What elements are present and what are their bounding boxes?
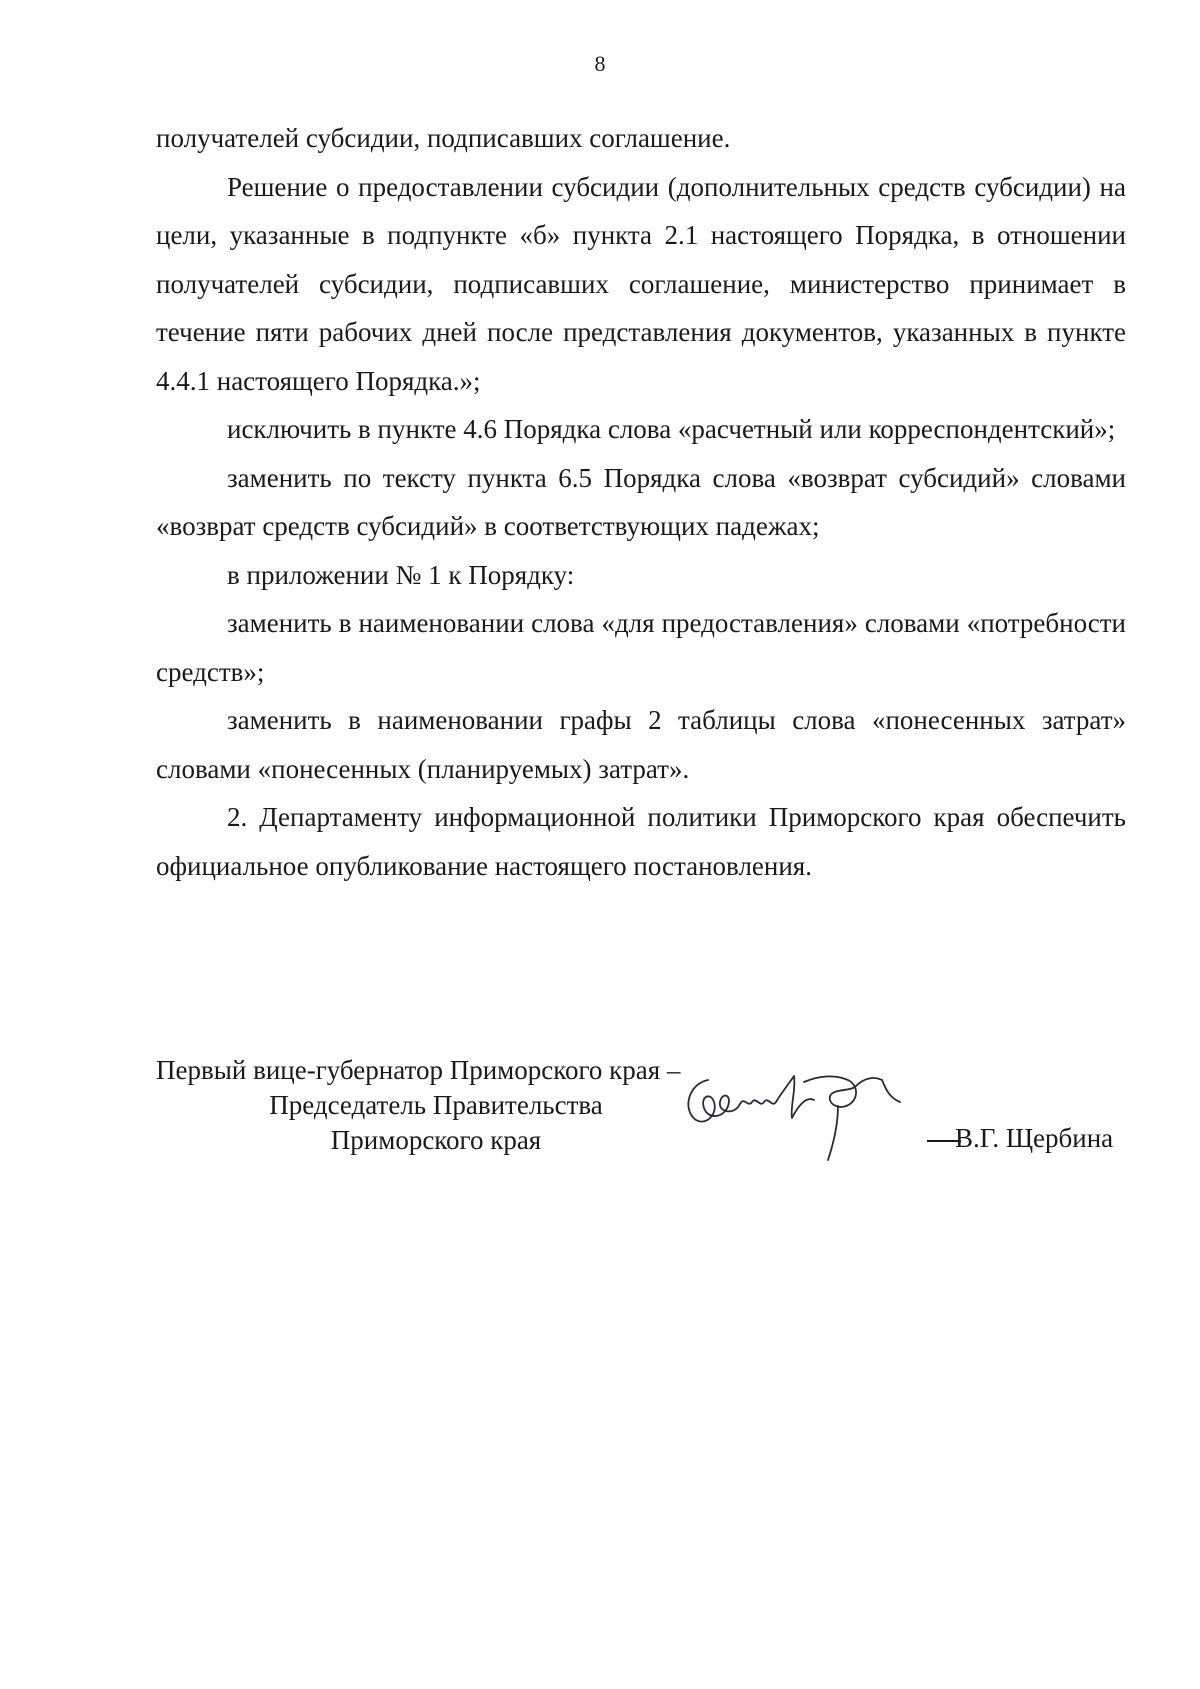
signatory-position-line-1: Первый вице-губернатор Приморского края – bbox=[156, 1055, 681, 1085]
paragraph-appendix-intro: в приложении № 1 к Порядку: bbox=[227, 559, 575, 590]
paragraph-publication: 2. Департаменту информационной политики Приморского края обеспечить официальное опубликование настоящего постановления. bbox=[156, 802, 1126, 881]
paragraph-replace-column: заменить в наименовании графы 2 таблицы слова «понесенных затрат» словами «понесенных (планируемых) затрат». bbox=[156, 705, 1126, 784]
signatory-name-text: В.Г. Щербина bbox=[955, 1123, 1114, 1153]
document-body bbox=[156, 114, 1126, 890]
signatory-position bbox=[156, 1053, 716, 1158]
signatory-name bbox=[927, 1121, 1113, 1156]
paragraph-replace-return: заменить по тексту пункта 6.5 Порядка слова «возврат субсидий» словами «возврат средств субсидий» в соответствующих падежах; bbox=[156, 462, 1126, 541]
paragraph-continuation: получателей субсидии, подписавших соглашение. bbox=[156, 123, 731, 153]
paragraph-decision: Решение о предоставлении субсидии (дополнительных средств субсидии) на цели, указанные в подпункте «б» пункта 2.1 настоящего Порядка, в отношении получателей субсидии, подписавших соглашение, министерство принимает в течение пяти рабочих дней после представления документов, указанных в пункте 4.4.1 настоящего Порядка.»; bbox=[156, 171, 1126, 396]
signatory-position-line-3: Приморского края bbox=[330, 1125, 542, 1155]
paragraph-replace-name: заменить в наименовании слова «для предоставления» словами «потребности средств»; bbox=[156, 608, 1126, 687]
page-number: 8 bbox=[594, 51, 606, 76]
signatory-position-line-2: Председатель Правительства bbox=[269, 1090, 603, 1120]
paragraph-exclude-words: исключить в пункте 4.6 Порядка слова «расчетный или корреспондентский»; bbox=[227, 414, 1116, 444]
handwritten-signature bbox=[678, 1062, 930, 1172]
